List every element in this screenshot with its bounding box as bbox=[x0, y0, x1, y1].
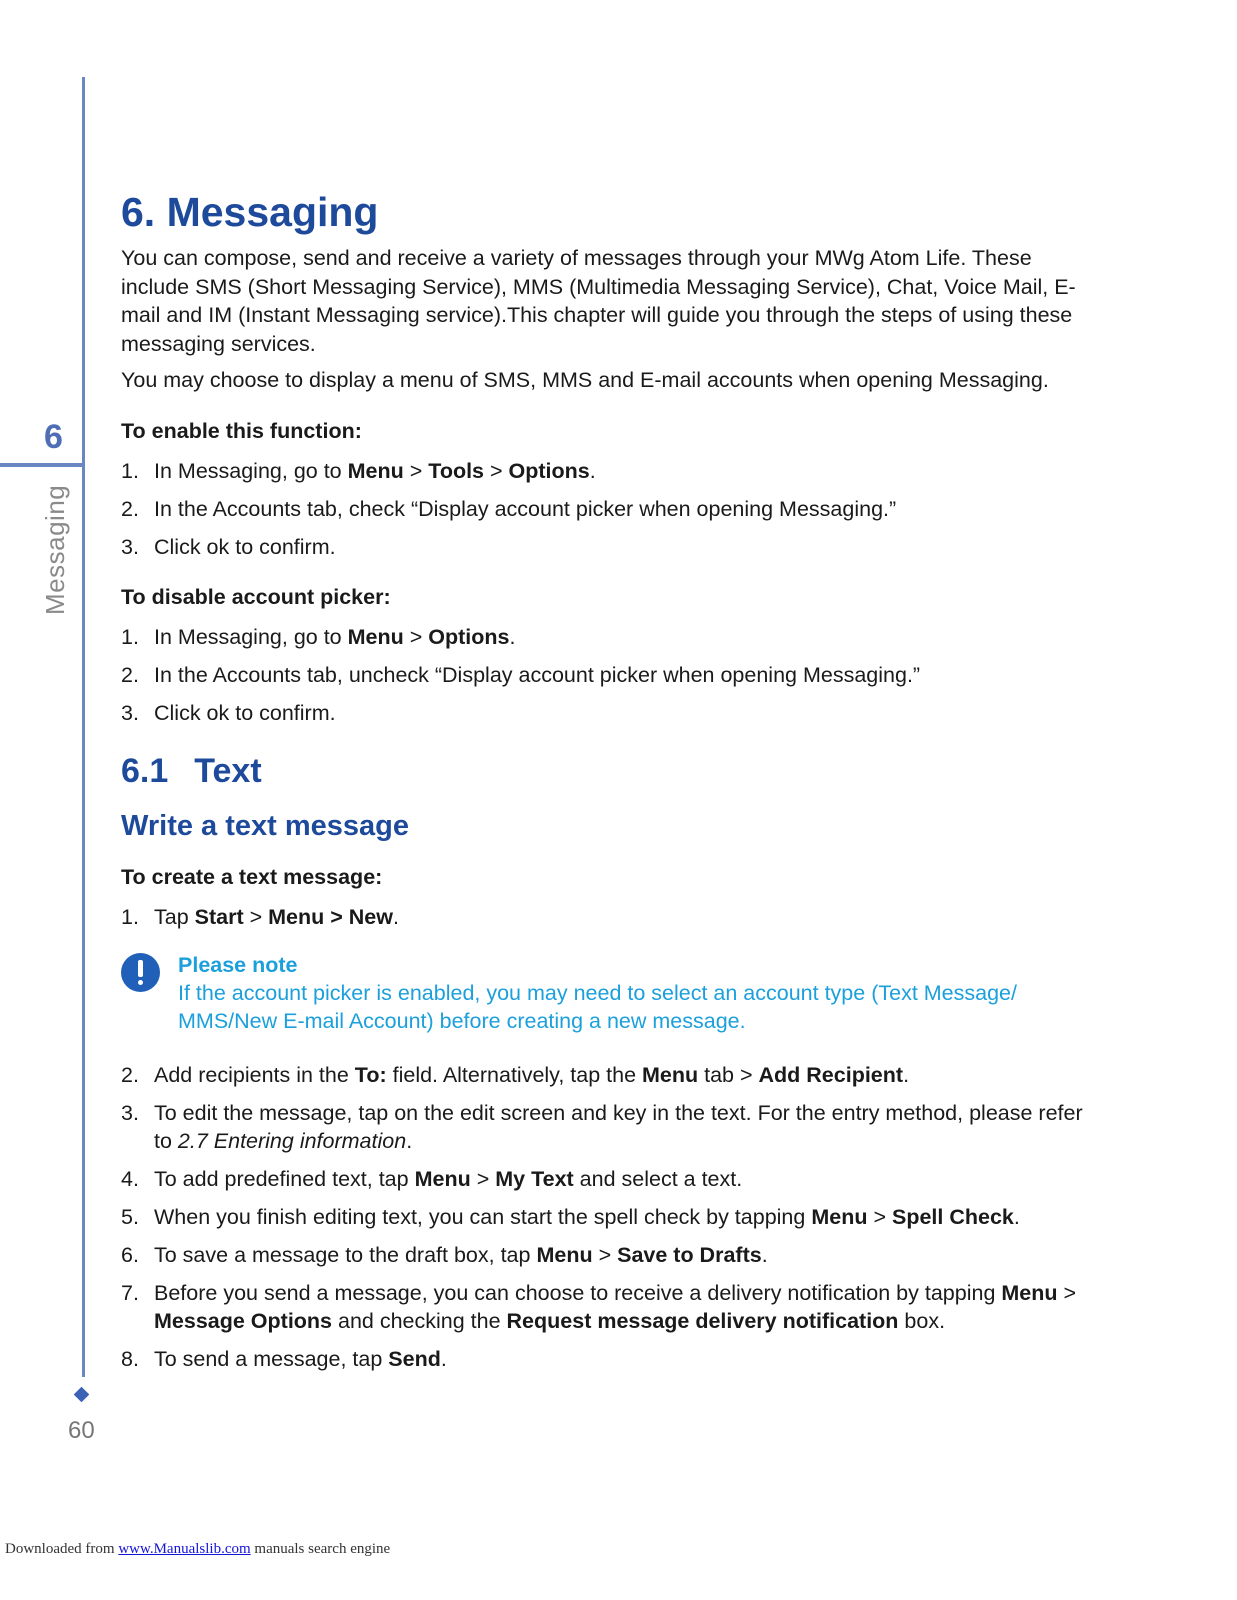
enable-steps bbox=[121, 457, 1101, 561]
list-item: 7. Before you send a message, you can choose to receive a delivery notification by tapping Menu > Message Options and checking the Request message delivery notification box. bbox=[121, 1280, 1077, 1333]
note-box bbox=[121, 951, 1101, 1035]
chapter-tab-line bbox=[0, 463, 84, 467]
exclamation-icon bbox=[121, 953, 160, 992]
note-title: Please note bbox=[178, 952, 298, 977]
list-item: 2. In the Accounts tab, uncheck “Display account picker when opening Messaging.” bbox=[121, 662, 921, 687]
chapter-number: 6 bbox=[44, 418, 63, 456]
list-item: 3. Click ok to confirm. bbox=[121, 534, 336, 559]
procedure-heading: To enable this function: bbox=[121, 418, 362, 443]
download-footer: Downloaded from www.Manualslib.com manuals search engine bbox=[5, 1541, 391, 1557]
page-content bbox=[121, 188, 1101, 1383]
intro-paragraph: You may choose to display a menu of SMS, MMS and E-mail accounts when opening Messaging. bbox=[121, 368, 1049, 392]
list-item: 6. To save a message to the draft box, tap Menu > Save to Drafts. bbox=[121, 1242, 768, 1267]
list-item: 2. In the Accounts tab, check “Display account picker when opening Messaging.” bbox=[121, 496, 897, 521]
list-item: 4. To add predefined text, tap Menu > My Text and select a text. bbox=[121, 1166, 743, 1191]
subsection-title: Write a text message bbox=[121, 809, 409, 842]
section-title: 6.1 Text bbox=[121, 751, 262, 790]
create-steps bbox=[121, 1061, 1101, 1373]
procedure-heading: To create a text message: bbox=[121, 864, 383, 889]
list-item: 1. In Messaging, go to Menu > Tools > Options. bbox=[121, 458, 596, 483]
intro-paragraph: You can compose, send and receive a variety of messages through your MWg Atom Life. These include SMS (Short Messaging Service), MMS (Multimedia Messaging Service), Chat, Voice Mail, E-mail and IM (Instant Messaging service).This chapter will guide you through the steps of using these messaging services. bbox=[121, 246, 1076, 356]
create-steps bbox=[121, 903, 1101, 931]
list-item: 2. Add recipients in the To: field. Alternatively, tap the Menu tab > Add Recipient. bbox=[121, 1062, 910, 1087]
note-text: If the account picker is enabled, you may need to select an account type (Text Message/ MMS/New E-mail Account) before creating a new message. bbox=[178, 980, 1017, 1033]
list-item: 3. To edit the message, tap on the edit screen and key in the text. For the entry method, please refer to 2.7 Entering information. bbox=[121, 1100, 1083, 1153]
disable-steps bbox=[121, 623, 1101, 727]
sidebar-rule bbox=[82, 77, 85, 1377]
manualslib-link[interactable]: www.Manualslib.com bbox=[118, 1541, 251, 1557]
procedure-heading: To disable account picker: bbox=[121, 584, 391, 609]
page-number: 60 bbox=[68, 1417, 95, 1444]
list-item: 8. To send a message, tap Send. bbox=[121, 1346, 447, 1371]
chapter-title: 6. Messaging bbox=[121, 189, 379, 235]
list-item: 3. Click ok to confirm. bbox=[121, 700, 336, 725]
diamond-icon bbox=[74, 1387, 90, 1403]
list-item: 5. When you finish editing text, you can start the spell check by tapping Menu > Spell Check. bbox=[121, 1204, 1020, 1229]
cross-reference: 2.7 Entering information bbox=[177, 1128, 407, 1153]
list-item: 1. Tap Start > Menu > New. bbox=[121, 904, 399, 929]
list-item: 1. In Messaging, go to Menu > Options. bbox=[121, 624, 516, 649]
chapter-label: Messaging bbox=[40, 484, 70, 615]
